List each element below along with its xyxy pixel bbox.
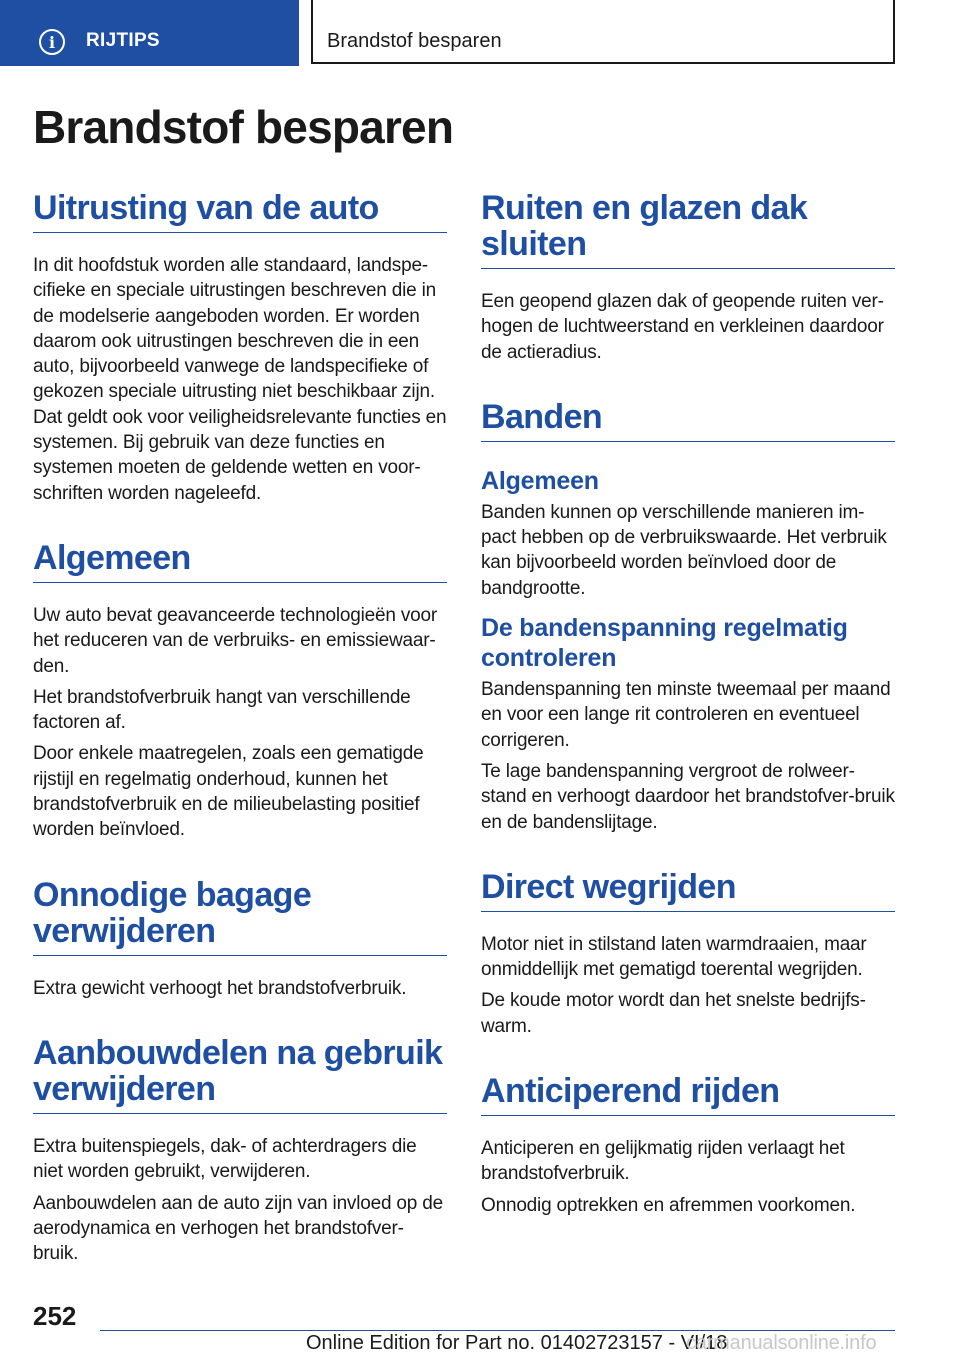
- right-column: [481, 190, 895, 1218]
- edition-text: Online Edition for Part no. 01402723157 - VI/18: [306, 1332, 728, 1354]
- section-anticiperend: [481, 1073, 895, 1218]
- paragraph: Extra gewicht verhoogt het brandstofverbruik.: [33, 977, 407, 999]
- section-heading: Banden: [481, 399, 895, 442]
- left-column: [33, 190, 447, 1266]
- paragraph: Anticiperen en gelijkmatig rijden verlaagt het brandstofverbruik.: [481, 1138, 845, 1185]
- paragraph: Uw auto bevat geavanceerde technologieën voor het reduceren van de verbruiks- en emissiewaar-den.: [33, 604, 438, 677]
- section-tab: [0, 0, 299, 66]
- paragraph: Door enkele maatregelen, zoals een gematigde rijstijl en regelmatig onderhoud, kunnen het brandstofverbruik en de milieubelasting positief worden beïnvloed.: [33, 743, 424, 841]
- footer-divider: [100, 1330, 895, 1331]
- paragraph: Te lage bandenspanning vergroot de rolweer-stand en verhoogt daardoor het brandstofver-bruik en de bandenslijtage.: [481, 760, 895, 833]
- paragraph: In dit hoofdstuk worden alle standaard, landspe-cifieke en speciale uitrustingen beschreven die in de modelserie aangeboden worden. Er worden daarom ook uitrustingen beschreven die in een auto, bijvoorbeeld vanwege de landspecifieke of gekozen speciale uitrusting niet beschikbaar zijn. Dat geldt ook voor veiligheidsrelevante functies en systemen. Bij gebruik van deze functies en systemen moeten de geldende wetten en voor-schriften worden nageleefd.: [33, 255, 447, 504]
- page-number: 252: [33, 1301, 77, 1331]
- section-heading: Direct wegrijden: [481, 869, 895, 912]
- paragraph: Banden kunnen op verschillende manieren im-pact hebben op de verbruikswaarde. Het verbruik kan bijvoorbeeld worden beïnvloed door de bandgrootte.: [481, 501, 887, 599]
- section-heading: Uitrusting van de auto: [33, 190, 447, 233]
- subsection-heading: De bandenspanning regelmatig controleren: [481, 614, 848, 673]
- section-algemeen: [33, 540, 447, 843]
- section-bagage: [33, 877, 447, 1001]
- section-banden: [481, 399, 895, 835]
- watermark: carmanualsonline.info: [686, 1332, 877, 1354]
- section-aanbouwdelen: [33, 1035, 447, 1266]
- section-heading: Aanbouwdelen na gebruik verwijderen: [33, 1035, 447, 1114]
- section-heading: Algemeen: [33, 540, 447, 583]
- header-title-box: [311, 0, 895, 64]
- page-header: [0, 0, 960, 66]
- section-heading: Anticiperend rijden: [481, 1073, 895, 1116]
- paragraph: De koude motor wordt dan het snelste bedrijfs-warm.: [481, 990, 866, 1037]
- header-page-title: Brandstof besparen: [327, 30, 502, 52]
- page-title: Brandstof besparen: [33, 101, 454, 153]
- paragraph: Het brandstofverbruik hangt van verschillende factoren af.: [33, 686, 411, 734]
- section-label: RIJTIPS: [86, 30, 160, 51]
- info-icon: i: [39, 29, 65, 55]
- paragraph: Onnodig optrekken en afremmen voorkomen.: [481, 1194, 856, 1216]
- section-heading: Onnodige bagage verwijderen: [33, 877, 447, 956]
- paragraph: Extra buitenspiegels, dak- of achterdragers die niet worden gebruikt, verwijderen.: [33, 1135, 417, 1183]
- section-uitrusting: [33, 190, 447, 506]
- paragraph: Motor niet in stilstand laten warmdraaien, maar onmiddellijk met gematigd toerental wegrijden.: [481, 933, 867, 981]
- paragraph: Een geopend glazen dak of geopende ruiten ver-hogen de luchtweerstand en verkleinen daardoor de actieradius.: [481, 291, 884, 363]
- paragraph: Aanbouwdelen aan de auto zijn van invloed op de aerodynamica en verhogen het brandstofver-bruik.: [33, 1192, 443, 1265]
- paragraph: Bandenspanning ten minste tweemaal per maand en voor een lange rit controleren en eventueel corrigeren.: [481, 679, 891, 751]
- section-heading: Ruiten en glazen dak sluiten: [481, 190, 895, 269]
- subsection-heading: Algemeen: [481, 466, 599, 495]
- section-ruiten: [481, 190, 895, 365]
- section-direct-wegrijden: [481, 869, 895, 1039]
